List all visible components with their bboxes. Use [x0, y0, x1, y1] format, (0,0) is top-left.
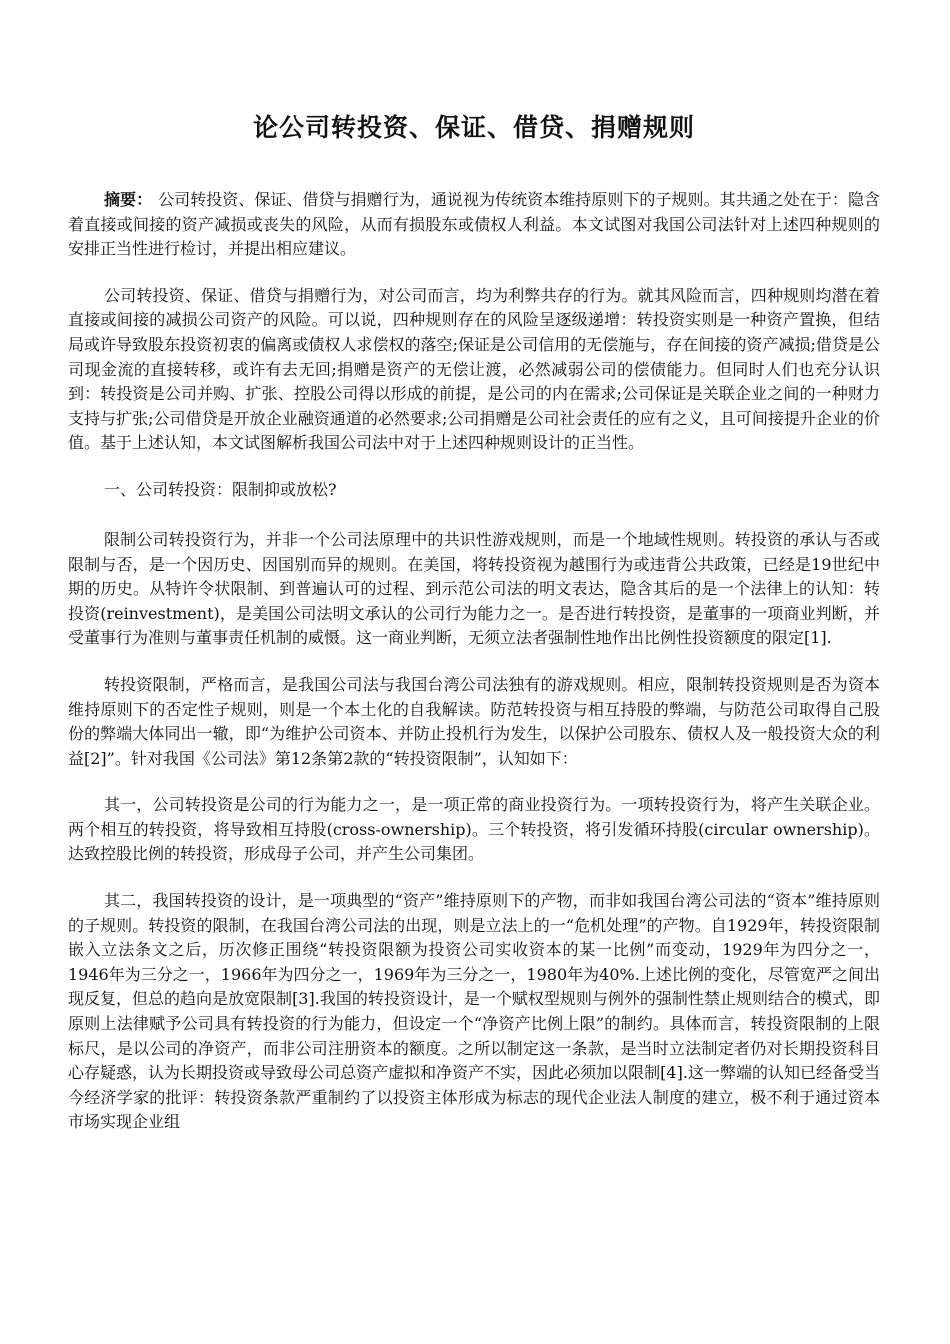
section-heading: 一、公司转投资：限制抑或放松? — [104, 479, 337, 499]
body-paragraph-3: 其一，公司转投资是公司的行为能力之一，是一项正常的商业投资行为。一项转投资行为，将产生关联企业。两个相互的转投资，将导致相互持股(cross-ownership)。三个转投资，将引发循环持股(circular ownership)。达致控股比例的转投资，形成母子公司，并产生公司集团。 — [68, 795, 880, 864]
body-paragraph-2: 转投资限制，严格而言，是我国公司法与我国台湾公司法独有的游戏规则。相应，限制转投资规则是否为资本维持原则下的否定性子规则，则是一个本土化的自我解读。防范转投资与相互持股的弊端，与防范公司取得自己股份的弊端大体同出一辙，即“为维护公司资本、并防止投机行为发生，以保护公司股东、债权人及一般投资大众的利益[2]”。针对我国《公司法》第12条第2款的“转投资限制”，认知如下： — [68, 674, 880, 768]
abstract-label: 摘要： — [104, 190, 153, 209]
abstract-paragraph — [68, 188, 880, 262]
abstract-text: 公司转投资、保证、借贷与捐赠行为，通说视为传统资本维持原则下的子规则。其共通之处在于：隐含着直接或间接的资产减损或丧失的风险，从而有损股东或债权人利益。本文试图对我国公司法针对上述四种规则的安排正当性进行检讨，并提出相应建议。 — [68, 190, 880, 259]
body-paragraph-4: 其二，我国转投资的设计，是一项典型的“资产”维持原则下的产物，而非如我国台湾公司法的“资本”维持原则的子规则。转投资的限制，在我国台湾公司法的出现，则是立法上的一“危机处理”的产物。自1929年，转投资限制嵌入立法条文之后，历次修正围绕“转投资限额为投资公司实收资本的某一比例”而变动，1929年为四分之一，1946年为三分之一，1966年为四分之一，1969年为三分之一，1980年为40%.上述比例的变化，尽管宽严之间出现反复，但总的趋向是放宽限制[3].我国的转投资设计，是一个赋权型规则与例外的强制性禁止规则结合的模式，即原则上法律赋予公司具有转投资的行为能力，但设定一个“净资产比例上限”的制约。具体而言，转投资限制的上限标尺，是以公司的净资产，而非公司注册资本的额度。之所以制定这一条款，是当时立法制定者仍对长期投资科目心存疑惑，认为长期投资或导致母公司总资产虚拟和净资产不实，因此必须加以限制[4].这一弊端的认知已经备受当今经济学家的批评：转投资条款严重制约了以投资主体形成为标志的现代企业法人制度的建立，极不利于通过资本市场实现企业组 — [68, 891, 880, 1132]
intro-paragraph: 公司转投资、保证、借贷与捐赠行为，对公司而言，均为利弊共存的行为。就其风险而言，四种规则均潜在着直接或间接的减损公司资产的风险。可以说，四种规则存在的风险呈逐级递增：转投资实则是一种资产置换，但结局或许导致股东投资初衷的偏离或债权人求偿权的落空;保证是公司信用的无偿施与，存在间接的资产减损;借贷是公司现金流的直接转移，或许有去无回;捐赠是资产的无偿让渡，必然减弱公司的偿债能力。但同时人们也充分认识到：转投资是公司并购、扩张、控股公司得以形成的前提，是公司的内在需求;公司保证是关联企业之间的一种财力支持与扩张;公司借贷是开放企业融资通道的必然要求;公司捐赠是公司社会责任的应有之义，且可间接提升企业的价值。基于上述认知，本文试图解析我国公司法中对于上述四种规则设计的正当性。 — [68, 285, 880, 453]
body-paragraph-1: 限制公司转投资行为，并非一个公司法原理中的共识性游戏规则，而是一个地域性规则。转投资的承认与否或限制与否，是一个因历史、因国别而异的规则。在美国，将转投资视为越围行为或违背公共政策，已经是19世纪中期的历史。从特许令状限制、到普遍认可的过程、到示范公司法的明文表达，隐含其后的是一个法律上的认知：转投资(reinvestment)，是美国公司法明文承认的公司行为能力之一。是否进行转投资，是董事的一项商业判断，并受董事行为准则与董事责任机制的威慑。这一商业判断，无须立法者强制性地作出比例性投资额度的限定[1]. — [68, 529, 880, 648]
document-title: 论公司转投资、保证、借贷、捐赠规则 — [252, 113, 695, 142]
